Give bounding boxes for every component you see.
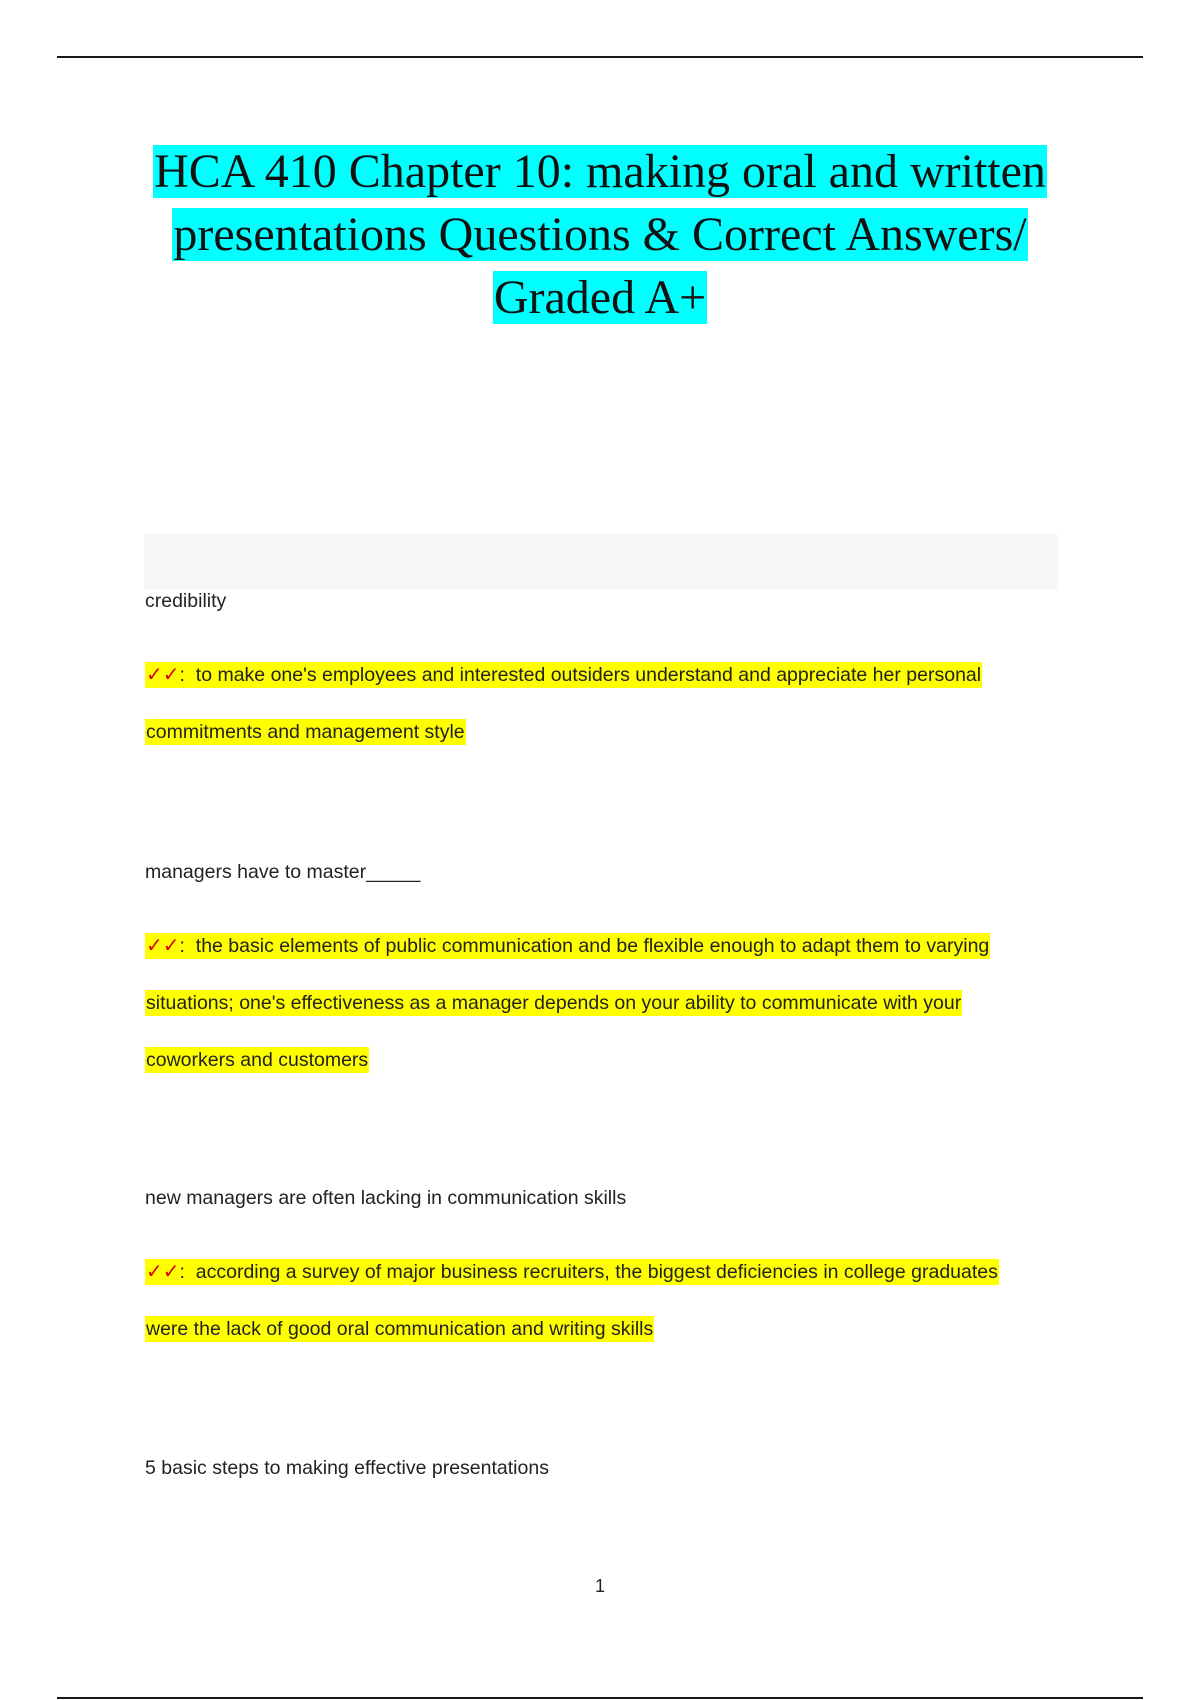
document-title-text: HCA 410 Chapter 10: making oral and written presentations Questions & Correct Answers/ Graded A+ [154,145,1046,324]
page-number: 1 [594,1576,605,1596]
answer-3-highlight [145,1259,999,1342]
question-3-text: new managers are often lacking in communication skills [145,1187,627,1209]
answer-3-text: according a survey of major business recruiters, the biggest deficiencies in college graduates were the lack of good oral communication and writing skills [146,1261,998,1340]
bottom-rule [57,1697,1143,1699]
answer-3 [145,1243,1045,1358]
question-2-text: managers have to master_____ [145,861,421,883]
answer-prefix: : [179,935,185,957]
question-2 [145,860,1045,884]
check-mark-icon: ✓✓ [146,662,180,686]
question-1-text: credibility [145,590,227,612]
question-3 [145,1186,1045,1210]
shaded-area [144,534,1058,590]
answer-prefix: : [179,664,185,686]
answer-1-text: to make one's employees and interested outsiders understand and appreciate her personal commitments and management style [146,664,982,743]
check-mark-icon: ✓✓ [146,1259,180,1283]
answer-1 [145,646,1045,761]
check-mark-icon: ✓✓ [146,933,180,957]
answer-prefix: : [179,1261,185,1283]
answer-2 [145,917,1045,1089]
document-title [100,140,1100,329]
question-4 [145,1456,1045,1480]
top-rule [57,56,1143,58]
question-4-text: 5 basic steps to making effective presentations [145,1457,549,1479]
answer-1-highlight [145,662,982,745]
answer-2-highlight [145,933,990,1073]
answer-2-text: the basic elements of public communication and be flexible enough to adapt them to varying situations; one's effectiveness as a manager depends on your ability to communicate with your coworkers and customers [146,935,990,1071]
question-1 [145,589,1045,613]
